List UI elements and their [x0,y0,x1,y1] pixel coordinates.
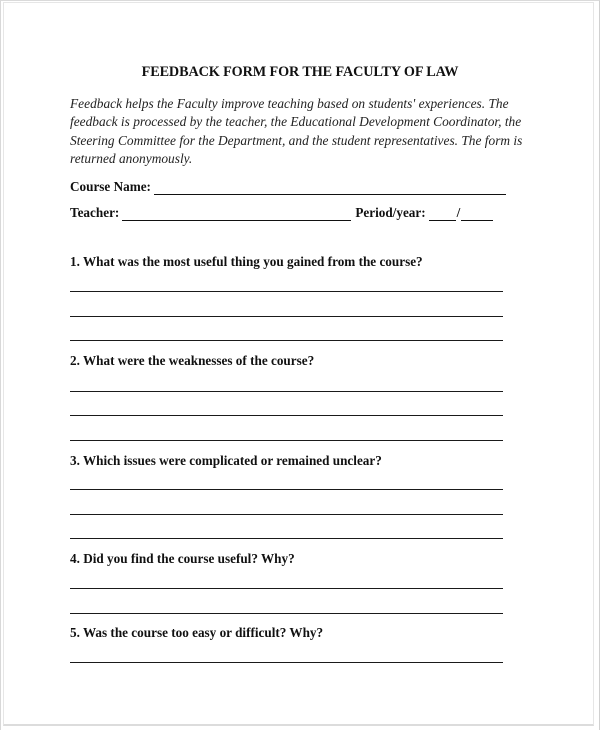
year-field[interactable] [461,207,493,221]
answer-line-q3[interactable] [70,489,503,490]
answer-line-q1[interactable] [70,291,503,292]
period-year-label: Period/year: [355,205,426,220]
answer-line-q1[interactable] [70,340,503,341]
question-3: 3. Which issues were complicated or remained unclear? [70,453,382,468]
question-2: 2. What were the weaknesses of the course? [70,353,315,368]
answer-line-q4[interactable] [70,588,503,589]
answer-line-q3[interactable] [70,538,503,539]
answer-line-q2[interactable] [70,440,503,441]
intro-line: Feedback helps the Faculty improve teaching based on students' experiences. The [70,96,509,111]
form-title: FEEDBACK FORM FOR THE FACULTY OF LAW [141,64,459,80]
question-5: 5. Was the course too easy or difficult? Why? [70,625,324,640]
answer-line-q4[interactable] [70,613,503,614]
intro-line: returned anonymously. [70,151,193,167]
answer-line-q5[interactable] [70,662,503,663]
teacher-row [70,203,493,221]
course-name-label: Course Name: [70,179,151,194]
period-field[interactable] [429,207,456,221]
intro-paragraph [70,95,523,169]
intro-line: feedback is processed by the teacher, the Educational Development Coordinator, the [70,114,522,130]
intro-line: Steering Committee for the Department, and the student representatives. The form is [70,132,523,148]
teacher-field[interactable] [122,207,351,221]
answer-line-q1[interactable] [70,316,503,317]
period-year-separator: / [456,205,461,220]
course-name-field[interactable] [154,181,506,195]
question-4: 4. Did you find the course useful? Why? [70,551,295,566]
answer-line-q3[interactable] [70,514,503,515]
answer-line-q2[interactable] [70,415,503,416]
teacher-label: Teacher: [70,205,120,220]
answer-line-q2[interactable] [70,391,503,392]
question-1: 1. What was the most useful thing you gained from the course? [70,254,423,269]
course-name-row [70,177,506,195]
